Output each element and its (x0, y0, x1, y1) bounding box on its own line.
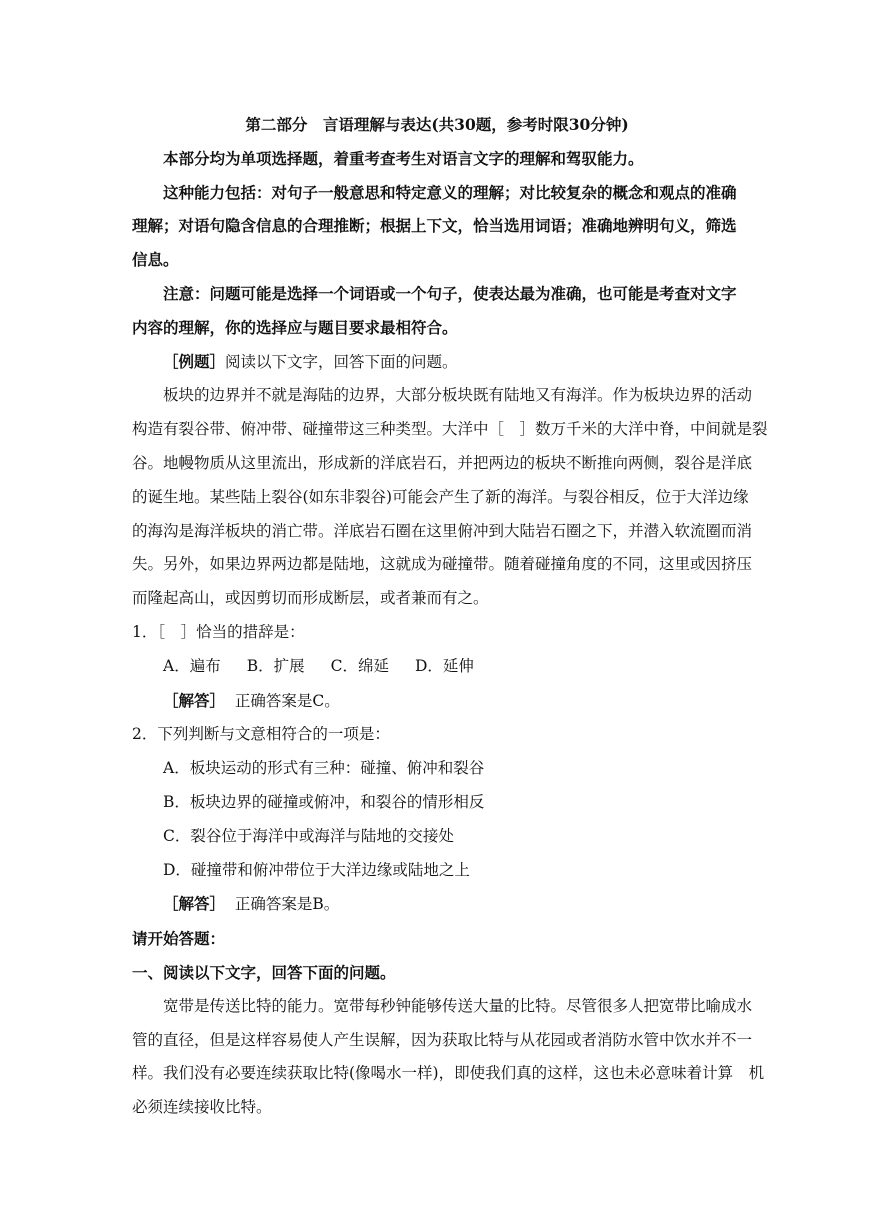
option-a: A．板块运动的形式有三种：碰撞、俯冲和裂谷 (163, 759, 485, 778)
question-1-options (132, 650, 742, 684)
document-page (132, 108, 768, 1125)
passage-line: 而隆起高山，或因剪切而形成断层，或者兼而有之。 (132, 589, 489, 608)
answer-text: 正确答案是C。 (234, 691, 340, 710)
question-1-stem: 1．［ ］恰当的措辞是： (132, 622, 305, 641)
example-passage (132, 379, 768, 616)
option-a: A．遍布 (163, 656, 221, 675)
option-d: D．延伸 (414, 656, 474, 675)
note-line: 内容的理解，你的选择应与题目要求最相符合。 (132, 317, 458, 337)
section-1-heading: 一、阅读以下文字，回答下面的问题。 (132, 962, 396, 982)
example-instruction: 阅读以下文字，回答下面的问题。 (225, 352, 458, 371)
passage-line: 宽带是传送比特的能力。宽带每秒钟能够传送大量的比特。尽管很多人把宽带比喻成水 (163, 996, 753, 1015)
ability-paragraph (132, 176, 742, 277)
start-prompt: 请开始答题： (132, 929, 226, 949)
passage-line: 板块的边界并不就是海陆的边界，大部分板块既有陆地又有海洋。作为板块边界的活动 (163, 386, 753, 405)
passage-line: 失。另外，如果边界两边都是陆地，这就成为碰撞带。随着碰撞角度的不同，这里或因挤压 (132, 555, 753, 574)
ability-line: 理解；对语句隐含信息的合理推断；根据上下文，恰当选用词语；准确地辨明句义，筛选 (132, 216, 737, 236)
passage-line: 构造有裂谷带、俯冲带、碰撞带这三种类型。大洋中［ ］数万千米的大洋中脊，中间就是裂 (132, 420, 768, 439)
section-title: 第二部分 言语理解与表达(共30题，参考时限30分钟) (245, 115, 629, 134)
option-d: D．碰撞带和俯冲带位于大洋边缘或陆地之上 (163, 860, 470, 879)
passage-line: 的诞生地。某些陆上裂谷(如东非裂谷)可能会产生了新的海洋。与裂谷相反，位于大洋边缘 (132, 487, 749, 506)
example-tag: ［例题］ (163, 351, 226, 371)
passage-line: 管的直径，但是这样容易使人产生误解，因为获取比特与从花园或者消防水管中饮水并不一 (132, 1030, 753, 1049)
passage-line: 的海沟是海洋板块的消亡带。洋底岩石圈在这里俯冲到大陆岩石圈之下，并潜入软流圈而消 (132, 521, 753, 540)
option-b: B．扩展 (246, 656, 305, 675)
intro-text: 本部分均为单项选择题，着重考查考生对语言文字的理解和驾驭能力。 (163, 148, 644, 168)
answer-text: 正确答案是B。 (234, 895, 340, 914)
answer-tag: ［解答］ (163, 894, 226, 914)
ability-line: 信息。 (132, 250, 179, 270)
question-2-answer (132, 887, 742, 922)
section-1-passage (132, 990, 765, 1125)
note-line: 注意：问题可能是选择一个词语或一个句子，使表达最为准确，也可能是考查对文字 (163, 283, 737, 303)
question-1-answer (132, 684, 742, 719)
example-header (132, 345, 742, 380)
option-b: B．板块边界的碰撞或俯冲，和裂谷的情形相反 (163, 792, 485, 811)
option-c: C．裂谷位于海洋中或海洋与陆地的交接处 (163, 826, 454, 845)
option-c: C．绵延 (330, 656, 389, 675)
passage-line: 样。我们没有必要连续获取比特(像喝水一样)，即使我们真的这样，这也未必意味着计算 机 (132, 1064, 765, 1083)
question-2-stem: 2．下列判断与文意相符合的一项是： (132, 725, 390, 744)
note-paragraph (132, 277, 742, 345)
passage-line: 必须连续接收比特。 (132, 1098, 272, 1117)
passage-line: 谷。地幔物质从这里流出，形成新的洋底岩石，并把两边的板块不断推向两侧，裂谷是洋底 (132, 453, 753, 472)
answer-tag: ［解答］ (163, 690, 226, 710)
ability-line: 这种能力包括：对句子一般意思和特定意义的理解；对比较复杂的概念和观点的准确 (163, 182, 737, 202)
